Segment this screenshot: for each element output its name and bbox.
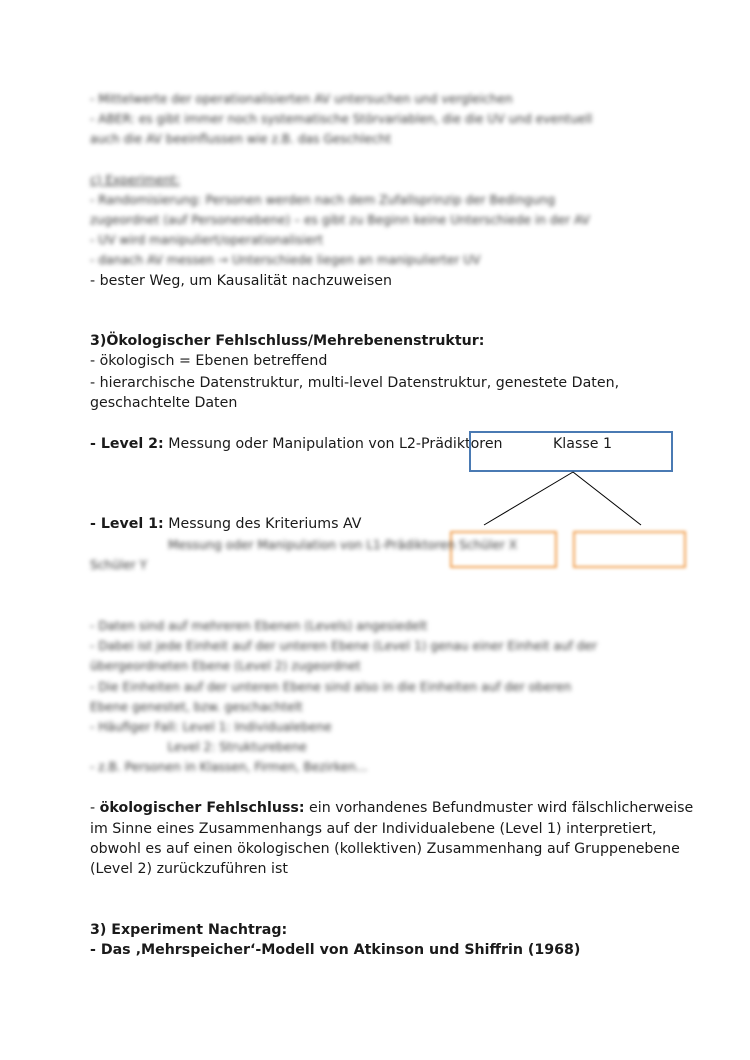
fehlschluss-line: [90, 798, 693, 818]
blurred-text-line: - Mittelwerte der operationalisierten AV untersuchen und vergleichen: [90, 92, 513, 106]
level2-box-label: Klasse 1: [553, 436, 612, 452]
blurred-text-line: zugeordnet (auf Personenebene) – es gibt zu Beginn keine Unterschiede in der AV: [90, 213, 590, 227]
blurred-text-line: - z.B. Personen in Klassen, Firmen, Bezirken...: [90, 760, 368, 774]
level2-text: Messung oder Manipulation von L2-Prädiktoren: [163, 436, 503, 452]
text-line: - ökologisch = Ebenen betreffend: [90, 353, 328, 369]
level1-line: [90, 514, 361, 534]
level1-box-right: [573, 531, 686, 568]
blurred-text-line: - Häufiger Fall: Level 1: Individualebene: [90, 720, 332, 734]
kausal-line: - bester Weg, um Kausalität nachzuweisen: [90, 273, 393, 289]
nachtrag-line: - Das ‚Mehrspeicher‘-Modell von Atkinson und Shiffrin (1968): [90, 942, 581, 958]
blurred-text-line: - danach AV messen → Unterschiede liegen an manipulierter UV: [90, 253, 481, 267]
section-heading: 3)Ökologischer Fehlschluss/Mehrebenenstruktur:: [90, 333, 485, 349]
connector-right: [573, 472, 641, 525]
level1-text: Messung des Kriteriums AV: [163, 516, 362, 532]
level2-line: [90, 434, 503, 454]
blurred-text-line: - Dabei ist jede Einheit auf der unteren Ebene (Level 1) genau einer Einheit auf der: [90, 639, 598, 653]
text-line: - hierarchische Datenstruktur, multi-level Datenstruktur, genestete Daten,: [90, 375, 620, 391]
connector-left: [484, 472, 573, 525]
blurred-text-line: - Die Einheiten auf der unteren Ebene sind also in die Einheiten auf der oberen: [90, 680, 572, 694]
blurred-subheading: c) Experiment:: [90, 173, 180, 187]
text-line: obwohl es auf einen ökologischen (kollektiven) Zusammenhang auf Gruppenebene: [90, 841, 680, 857]
blurred-text-line: übergeordneten Ebene (Level 2) zugeordnet: [90, 659, 361, 673]
blurred-text-line: auch die AV beeinflussen wie z.B. das Geschlecht: [90, 132, 392, 146]
level2-label: - Level 2:: [90, 436, 164, 452]
blurred-text-line: - Randomisierung: Personen werden nach dem Zufallsprinzip der Bedingung: [90, 193, 556, 207]
text-line: (Level 2) zurückzuführen ist: [90, 861, 288, 877]
fehlschluss-text: ein vorhandenes Befundmuster wird fälschlicherweise: [304, 800, 694, 816]
blurred-text-line: Messung oder Manipulation von L1-Prädiktoren Schüler X: [168, 538, 518, 552]
text-line: geschachtelte Daten: [90, 395, 238, 411]
blurred-text-line: Ebene genestet, bzw. geschachtelt: [90, 700, 303, 714]
nachtrag-heading: 3) Experiment Nachtrag:: [90, 922, 288, 938]
fehlschluss-label: ökologischer Fehlschluss:: [99, 800, 305, 816]
fehlschluss-prefix: -: [90, 800, 100, 816]
blurred-text-line: Schüler Y: [90, 558, 148, 572]
blurred-text-line: - UV wird manipuliert/operationalisiert: [90, 233, 324, 247]
blurred-text-line: - ABER: es gibt immer noch systematische Störvariablen, die die UV und eventuell: [90, 112, 593, 126]
blurred-text-line: Level 2: Strukturebene: [90, 740, 307, 754]
text-line: im Sinne eines Zusammenhangs auf der Individualebene (Level 1) interpretiert,: [90, 821, 657, 837]
level1-label: - Level 1:: [90, 516, 164, 532]
blurred-text-line: - Daten sind auf mehreren Ebenen (Levels) angesiedelt: [90, 619, 428, 633]
